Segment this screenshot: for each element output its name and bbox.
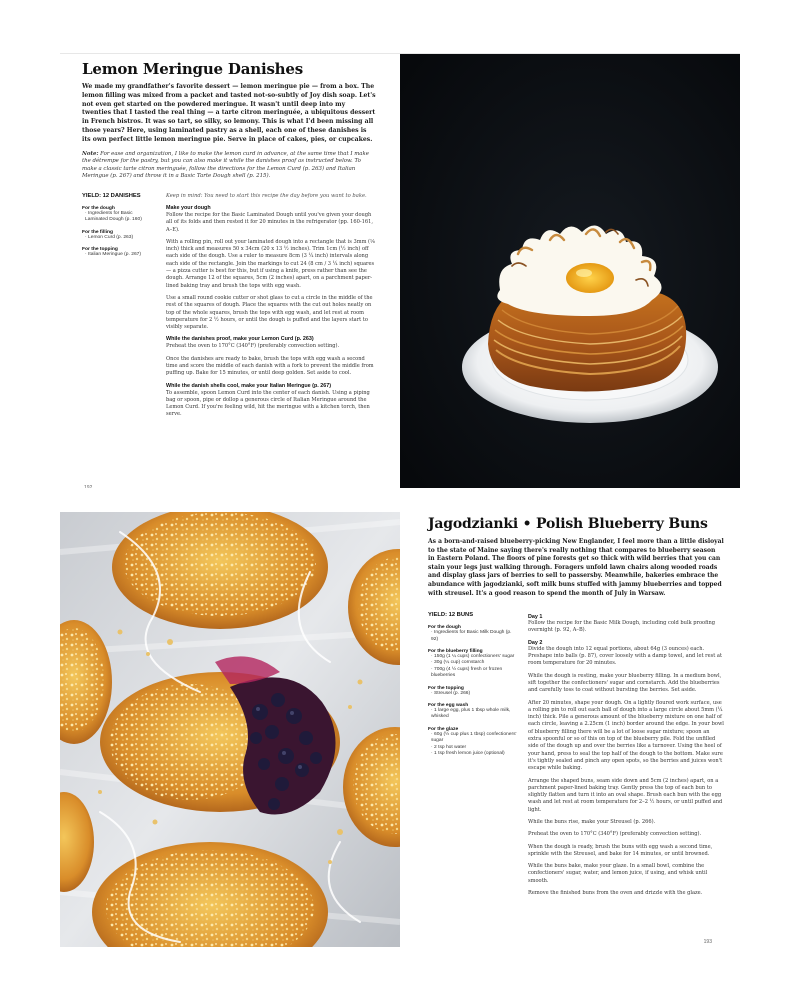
- step-paragraph: While the dough is resting, make your blueberry filling. In a medium bowl, sift together the confectioners' sugar and cornstarch. Add the blueberries and carefully toss to coat without bursting the berries. Set aside.: [528, 672, 722, 694]
- step-paragraph: When the dough is ready, brush the buns with egg wash a second time, sprinkle with the Streusel, and bake for 14 minutes, or until browned.: [528, 843, 713, 857]
- ingredients-column: [428, 612, 518, 902]
- method-column: [156, 193, 376, 424]
- yield: YIELD: 12 BUNS: [428, 612, 474, 619]
- text-page-lemon-meringue: [60, 54, 400, 488]
- ingredient-groups: [428, 625, 518, 757]
- ingredient-group-heading: For the blueberry filling: [428, 648, 483, 654]
- list-dash: ·: [431, 708, 434, 713]
- page-number: 192: [84, 485, 93, 488]
- step-paragraph: While the buns rise, make your Streusel (p. 266).: [528, 818, 656, 825]
- ingredient-group: [428, 703, 518, 721]
- ingredient-group: [428, 686, 518, 697]
- ingredient-item: [428, 708, 518, 721]
- ingredient-text: 1 large egg, plus 1 tbsp whole milk, whisked: [431, 708, 511, 720]
- list-dash: ·: [431, 660, 434, 666]
- method-steps: [166, 205, 376, 419]
- ingredient-text: Lemon Curd (p. 263): [88, 234, 134, 240]
- list-dash: ·: [431, 630, 434, 636]
- lemon-meringue-danish-photo: [400, 54, 740, 488]
- ingredient-item: [428, 691, 518, 697]
- page-number: 193: [703, 939, 712, 945]
- list-dash: ·: [431, 666, 434, 672]
- ingredient-text: Streusel (p. 266): [434, 690, 471, 696]
- ingredient-item: [428, 732, 518, 745]
- step-paragraph: Remove the finished buns from the oven and drizzle with the glaze.: [528, 890, 703, 897]
- ingredient-group: [428, 625, 518, 643]
- list-dash: ·: [431, 690, 434, 696]
- ingredient-text: 1 tsp fresh lemon juice (optional): [434, 751, 505, 757]
- step-paragraph: Preheat the oven to 170°C (340°F) (preferably convection setting).: [528, 831, 702, 838]
- ingredient-item: [428, 667, 518, 680]
- ingredient-group: [82, 230, 156, 241]
- method-column: [518, 612, 724, 902]
- ingredient-group: [428, 649, 518, 680]
- ingredient-group: [428, 727, 518, 758]
- ingredient-text: Ingredients for Basic Milk Dough (p. 92): [431, 630, 512, 642]
- list-dash: ·: [85, 252, 88, 258]
- ingredient-groups: [82, 206, 156, 259]
- recipe-intro: We made my grandfather's favorite dessert — lemon meringue pie — from a box. The lemon filling was mixed from a packet and tasted not-so-subtly of Joy dish soap. Let's not even get started on the powdered meringue. It wasn't until deep into my twenties that I tasted the real thing — a tarte citron meringuée, a ubiquitous dessert in French bistros. It was so tart, so silky, so lemony. This is what I'd been missing all those years? Here, using laminated pastry as a shell, each one of these danishes is its own perfect little lemon meringue pie. Serve in place of cakes, pies, or cupcakes.: [82, 83, 376, 143]
- ingredient-group-heading: For the filling: [82, 229, 113, 235]
- step-paragraph: Once the danishes are ready to bake, brush the tops with egg wash a second time and score the middle of each danish with a fork to prevent the middle from puffing up. Bake for 15 minutes, or until deep golden. Set aside to cool.: [166, 355, 374, 377]
- ingredient-text: 30g (¼ cup) cornstarch: [434, 660, 485, 666]
- recipe-intro: As a born-and-raised blueberry-picking New Englander, I feel more than a little disloyal to the state of Maine saying there's really nothing that compares to blueberry season in Eastern Poland. The floors of pine forests get so thick with wild berries that you can stain your legs just walking through. Foragers unfold lawn chairs along wooded roads and display glass jars of berries to sell to passersby. Meanwhile, bakeries embrace the abundance with jagodzianki, soft milk buns stuffed with jammy blueberries and topped with streusel. It's a good reason to spend the month of July in Warsaw.: [428, 538, 724, 597]
- spread-blueberry-buns: [60, 512, 740, 947]
- text-page-blueberry-buns: [400, 512, 740, 947]
- note-label: Note:: [82, 150, 99, 157]
- ingredient-text: 150g (1 ¼ cups) confectioners' sugar: [434, 653, 515, 659]
- step-heading: Day 2: [528, 639, 543, 646]
- step-paragraph: Preheat the oven to 170°C (340°F) (preferably convection setting).: [166, 343, 340, 350]
- step-paragraph: Follow the recipe for the Basic Laminated Dough until you've given your dough all of its folds and then rested it for 20 minutes in the refrigerator (pp. 160-161, A–E).: [166, 211, 373, 233]
- ingredient-group: [82, 206, 156, 224]
- blueberry-buns-photo: [60, 512, 400, 947]
- list-dash: ·: [431, 744, 434, 750]
- ingredient-item: [428, 751, 518, 757]
- recipe-title: Jagodzianki • Polish Blueberry Buns: [428, 516, 708, 532]
- method-steps: [528, 614, 724, 897]
- ingredient-text: 60g (½ cup plus 1 tbsp) confectioners' sugar: [431, 731, 517, 744]
- recipe-note: [82, 151, 376, 181]
- yield: YIELD: 12 DANISHES: [82, 192, 141, 199]
- step-paragraph: Use a small round cookie cutter or shot glass to cut a circle in the middle of the rest of the squares of dough. Place the squares with the cut out holes neatly on top of the whole squares, brush the tops with egg wash, and let rest at room temperature for 2 ½ hours, or until the dough is puffed and the layers start to visibly separate.: [166, 294, 373, 331]
- ingredient-group-heading: For the dough: [82, 205, 115, 211]
- recipe-body: [428, 612, 724, 902]
- step-paragraph: Follow the recipe for the Basic Milk Dough, including cold bulk proofing overnight (p. 92, A–B).: [528, 620, 716, 634]
- ingredient-group: [82, 247, 156, 258]
- step-paragraph: To assemble, spoon Lemon Curd into the center of each danish. Using a piping bag or spoon, pipe or dollop a generous circle of Italian Meringue around the Lemon Curd. If you're feeling wild, hit the meringue with a kitchen torch, then serve.: [166, 389, 370, 418]
- list-dash: ·: [85, 210, 88, 216]
- list-dash: ·: [431, 731, 434, 737]
- step-heading: Make your dough: [166, 204, 211, 211]
- ingredients-column: [82, 193, 156, 424]
- spread-lemon-meringue: [60, 53, 740, 488]
- recipe-title: Lemon Meringue Danishes: [82, 60, 303, 78]
- step-heading: Day 1: [528, 614, 543, 621]
- list-dash: ·: [431, 751, 434, 757]
- step-paragraph: After 20 minutes, shape your dough. On a lightly floured work surface, use a rolling pin to roll out each ball of dough into a large circle about 5mm (¼ inch) thick. Pile a generous amount of the blueberry mixture on one half of each circle, leaving a 2.25cm (1 inch) border around the edge. In your bowl of blueberry filling there will be a lot of loose sugar mixture; spoon an extra spoonful or so of this on top of the blueberry pile. Fold the unfilled side of the dough up and over the berries like a turnover. Using the heel of your hand, press to seal the top half of the dough to the bottom. Make sure it's tightly sealed and pinch any open spots, so the berries and juices won't escape while baking.: [528, 699, 724, 772]
- step-heading: While the danishes proof, make your Lemon Curd (p. 263): [166, 336, 314, 343]
- ingredient-group-heading: For the glaze: [428, 726, 459, 732]
- note-text: For ease and organization, I like to make the lemon curd in advance, at the same time that I make the détrempe for the pastry, but you can also make it while the danishes proof as instructed below. To make a classic tarte citron meringuée, follow the directions for the Lemon Curd (p. 263) and Italian Meringue (p. 267) and throw it in a Basic Tarte Dough shell (p. 215).: [82, 150, 369, 180]
- ingredient-group-heading: For the egg wash: [428, 703, 469, 708]
- step-paragraph: While the buns bake, make your glaze. In a small bowl, combine the confectioners' sugar, water, and lemon juice, if using, and whisk until smooth.: [528, 863, 708, 884]
- ingredient-item: [82, 235, 156, 241]
- ingredient-text: 2 tsp hot water: [434, 744, 467, 750]
- recipe-body: [82, 193, 376, 424]
- ingredient-item: [82, 252, 156, 258]
- step-paragraph: Arrange the shaped buns, seam side down and 5cm (2 inches) apart, on a parchment paper-lined baking tray. Gently press the top of each bun to slightly flatten and turn it into an oval shape. Brush each bun with the egg wash and let rest at room temperature for 2–2 ½ hours, or until puffed and light.: [528, 777, 723, 813]
- step-heading: While the danish shells cool, make your Italian Meringue (p. 267): [166, 382, 332, 389]
- ingredient-group-heading: For the topping: [428, 685, 464, 691]
- ingredient-group-heading: For the topping: [82, 247, 118, 253]
- ingredient-text: Ingredients for Basic Laminated Dough (p. 160): [85, 210, 142, 223]
- ingredient-item: [428, 630, 518, 643]
- ingredient-text: Italian Meringue (p. 267): [88, 252, 142, 258]
- ingredient-group-heading: For the dough: [428, 625, 461, 631]
- ingredient-text: 700g (4 ½ cups) fresh or frozen blueberries: [431, 666, 503, 679]
- keep-in-mind-note: Keep in mind: You need to start this recipe the day before you want to bake.: [166, 192, 367, 199]
- step-paragraph: With a rolling pin, roll out your laminated dough into a rectangle that is 3mm (⅛ inch) thick and measures 50 x 34cm (20 x 13 ½ inches). Trim 1cm (½ inch) off each side of the dough. Use a ruler to measure 8cm (3 ¼ inch) intervals along each side of the rectangle. Join the markings to cut 24 (8 cm / 3 ¼ inch) squares — a pizza cutter is best for this, but if using a knife, press rather than see the dough. Arrange 12 of the squares, 5cm (2 inches) apart, on a parchment paper-lined baking tray and brush the tops with egg wash.: [166, 238, 375, 289]
- list-dash: ·: [431, 653, 434, 659]
- list-dash: ·: [85, 234, 88, 240]
- step-paragraph: Divide the dough into 12 equal portions, about 64g (3 ounces) each. Preshape into balls (p. 87), cover loosely with a damp towel, and let rest at room temperature for 20 minutes.: [528, 645, 722, 667]
- ingredient-item: [82, 211, 156, 224]
